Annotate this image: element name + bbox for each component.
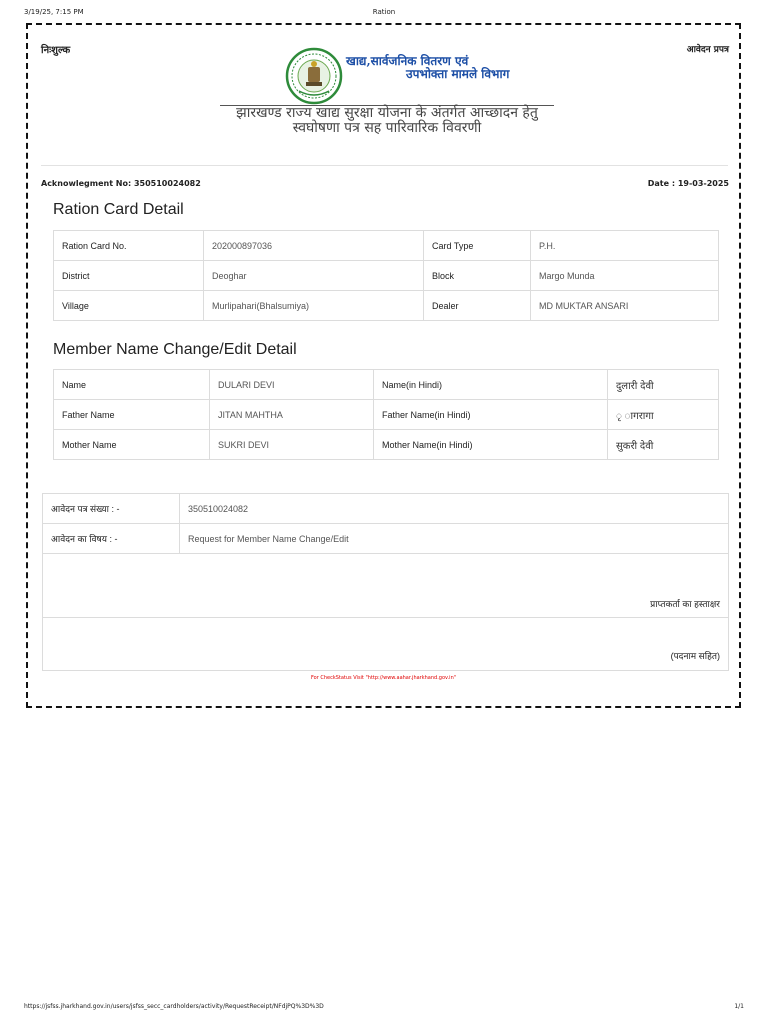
header-divider	[41, 165, 728, 166]
mother-name-label: Mother Name	[54, 430, 210, 460]
table-row	[43, 524, 729, 554]
mother-name-hindi-value: सुकरी देवी	[608, 430, 719, 460]
department-name	[346, 55, 516, 81]
designation-label: (पदनाम सहित)	[43, 618, 729, 671]
application-number-label: आवेदन पत्र संख्या : -	[43, 494, 180, 524]
recipient-signature-label: प्राप्तकर्ता का हस्ताक्षर	[43, 554, 729, 618]
print-datetime: 3/19/25, 7:15 PM	[24, 8, 84, 16]
ration-card-no-value: 202000897036	[204, 231, 424, 261]
name-value: DULARI DEVI	[210, 370, 374, 400]
table-row	[54, 231, 719, 261]
print-title: Ration	[372, 8, 396, 16]
application-number-value: 350510024082	[180, 494, 729, 524]
department-name-line2: उपभोक्ता मामले विभाग	[406, 67, 510, 81]
print-url: https://jsfss.jharkhand.gov.in/users/jsfss_secc_cardholders/activity/RequestReceipt/NFdjPQ%3D%3D	[24, 1003, 324, 1010]
application-table	[42, 493, 729, 671]
table-row	[43, 494, 729, 524]
ration-card-table	[53, 230, 719, 321]
application-subject-label: आवेदन का विषय : -	[43, 524, 180, 554]
card-type-label: Card Type	[424, 231, 531, 261]
free-of-charge-note: निःशुल्क	[41, 45, 71, 56]
print-page-number: 1/1	[734, 1003, 744, 1010]
table-row	[54, 370, 719, 400]
block-label: Block	[424, 261, 531, 291]
table-row	[54, 400, 719, 430]
dealer-label: Dealer	[424, 291, 531, 321]
mother-name-hindi-label: Mother Name(in Hindi)	[374, 430, 608, 460]
member-table	[53, 369, 719, 460]
member-section-title: Member Name Change/Edit Detail	[53, 341, 297, 358]
browser-print-footer	[0, 1003, 768, 1015]
dealer-value: MD MUKTAR ANSARI	[531, 291, 719, 321]
department-name-line1: खाद्य,सार्वजनिक वितरण एवं	[346, 54, 469, 68]
receipt-frame	[26, 23, 741, 708]
father-name-hindi-label: Father Name(in Hindi)	[374, 400, 608, 430]
table-row	[43, 554, 729, 618]
father-name-label: Father Name	[54, 400, 210, 430]
ration-card-section-title: Ration Card Detail	[53, 201, 184, 218]
browser-print-header	[0, 8, 768, 20]
father-name-value: JITAN MAHTHA	[210, 400, 374, 430]
district-label: District	[54, 261, 204, 291]
table-row	[54, 291, 719, 321]
state-emblem-icon	[285, 47, 343, 105]
check-status-note: For CheckStatus Visit "http://www.aahar.jharkhand.gov.in"	[310, 675, 457, 681]
acknowledgment-number: Acknowlegment No: 350510024082	[41, 179, 201, 188]
scheme-title: झारखण्ड राज्य खाद्य सुरक्षा योजना के अंतर्गत आच्छादन हेतु स्वघोषणा पत्र सह पारिवारिक विवरणी	[236, 105, 538, 136]
name-hindi-value: दुलारी देवी	[608, 370, 719, 400]
village-value: Murlipahari(Bhalsumiya)	[204, 291, 424, 321]
receipt-date: Date : 19-03-2025	[647, 179, 729, 188]
name-label: Name	[54, 370, 210, 400]
block-value: Margo Munda	[531, 261, 719, 291]
village-label: Village	[54, 291, 204, 321]
table-row	[54, 261, 719, 291]
ration-card-no-label: Ration Card No.	[54, 231, 204, 261]
name-hindi-label: Name(in Hindi)	[374, 370, 608, 400]
application-subject-value: Request for Member Name Change/Edit	[180, 524, 729, 554]
district-value: Deoghar	[204, 261, 424, 291]
father-name-hindi-value: ृ ागरागा	[608, 400, 719, 430]
table-row	[54, 430, 719, 460]
application-form-label: आवेदन प्रपत्र	[686, 45, 729, 55]
card-type-value: P.H.	[531, 231, 719, 261]
mother-name-value: SUKRI DEVI	[210, 430, 374, 460]
table-row	[43, 618, 729, 671]
